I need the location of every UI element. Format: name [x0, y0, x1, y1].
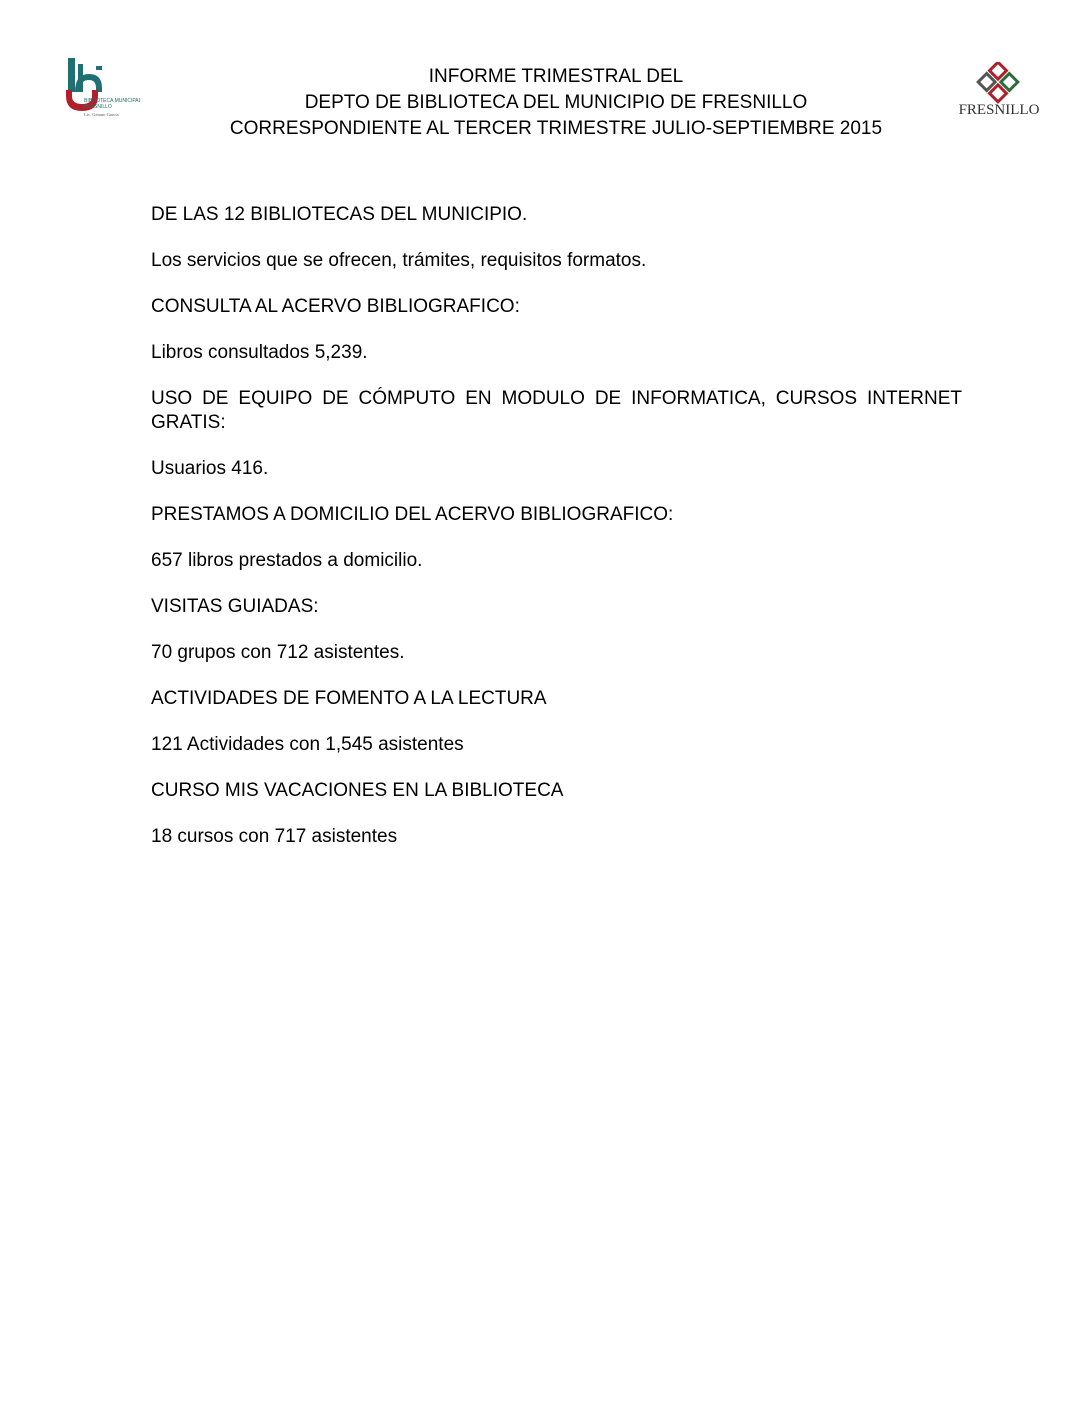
logo-text-line3: Lic. Genaro García [84, 112, 119, 117]
report-body [151, 203, 962, 871]
header-line-3: CORRESPONDIENTE AL TERCER TRIMESTRE JULIO-SEPTIEMBRE 2015 [229, 118, 883, 139]
paragraph-libros-prestados: 657 libros prestados a domicilio. [151, 550, 423, 571]
paragraph-servicios: Los servicios que se ofrecen, trámites, requisitos formatos. [151, 250, 647, 271]
paragraph-computo-heading: USO DE EQUIPO DE CÓMPUTO EN MODULO DE INFORMATICA, CURSOS INTERNET GRATIS: [151, 388, 962, 433]
paragraph-actividades: 121 Actividades con 1,545 asistentes [151, 734, 464, 755]
header-line-2: DEPTO DE BIBLIOTECA DEL MUNICIPIO DE FRESNILLO [304, 92, 808, 113]
paragraph-prestamos-heading: PRESTAMOS A DOMICILIO DEL ACERVO BIBLIOGRAFICO: [151, 504, 674, 525]
paragraph-bibliotecas: DE LAS 12 BIBLIOTECAS DEL MUNICIPIO. [151, 204, 528, 225]
fresnillo-logo [958, 62, 1040, 124]
biblioteca-municipal-logo [62, 56, 140, 126]
paragraph-curso-heading: CURSO MIS VACACIONES EN LA BIBLIOTECA [151, 780, 564, 801]
paragraph-visitas-heading: VISITAS GUIADAS: [151, 596, 319, 617]
logo-text-line1: BIBLIOTECA MUNICIPAL [84, 98, 140, 104]
report-header [150, 64, 962, 142]
paragraph-consulta-heading: CONSULTA AL ACERVO BIBLIOGRAFICO: [151, 296, 520, 317]
paragraph-libros-consultados: Libros consultados 5,239. [151, 342, 368, 363]
paragraph-fomento-heading: ACTIVIDADES DE FOMENTO A LA LECTURA [151, 688, 547, 709]
paragraph-cursos: 18 cursos con 717 asistentes [151, 826, 398, 847]
fresnillo-logo-icon [958, 62, 1040, 124]
fresnillo-logo-text: FRESNILLO [958, 102, 1040, 118]
logo-text-line2: FRESNILLO [84, 104, 112, 110]
biblioteca-logo-icon [62, 56, 140, 126]
header-line-1: INFORME TRIMESTRAL DEL [428, 66, 684, 87]
paragraph-grupos: 70 grupos con 712 asistentes. [151, 642, 405, 663]
paragraph-usuarios: Usuarios 416. [151, 458, 269, 479]
